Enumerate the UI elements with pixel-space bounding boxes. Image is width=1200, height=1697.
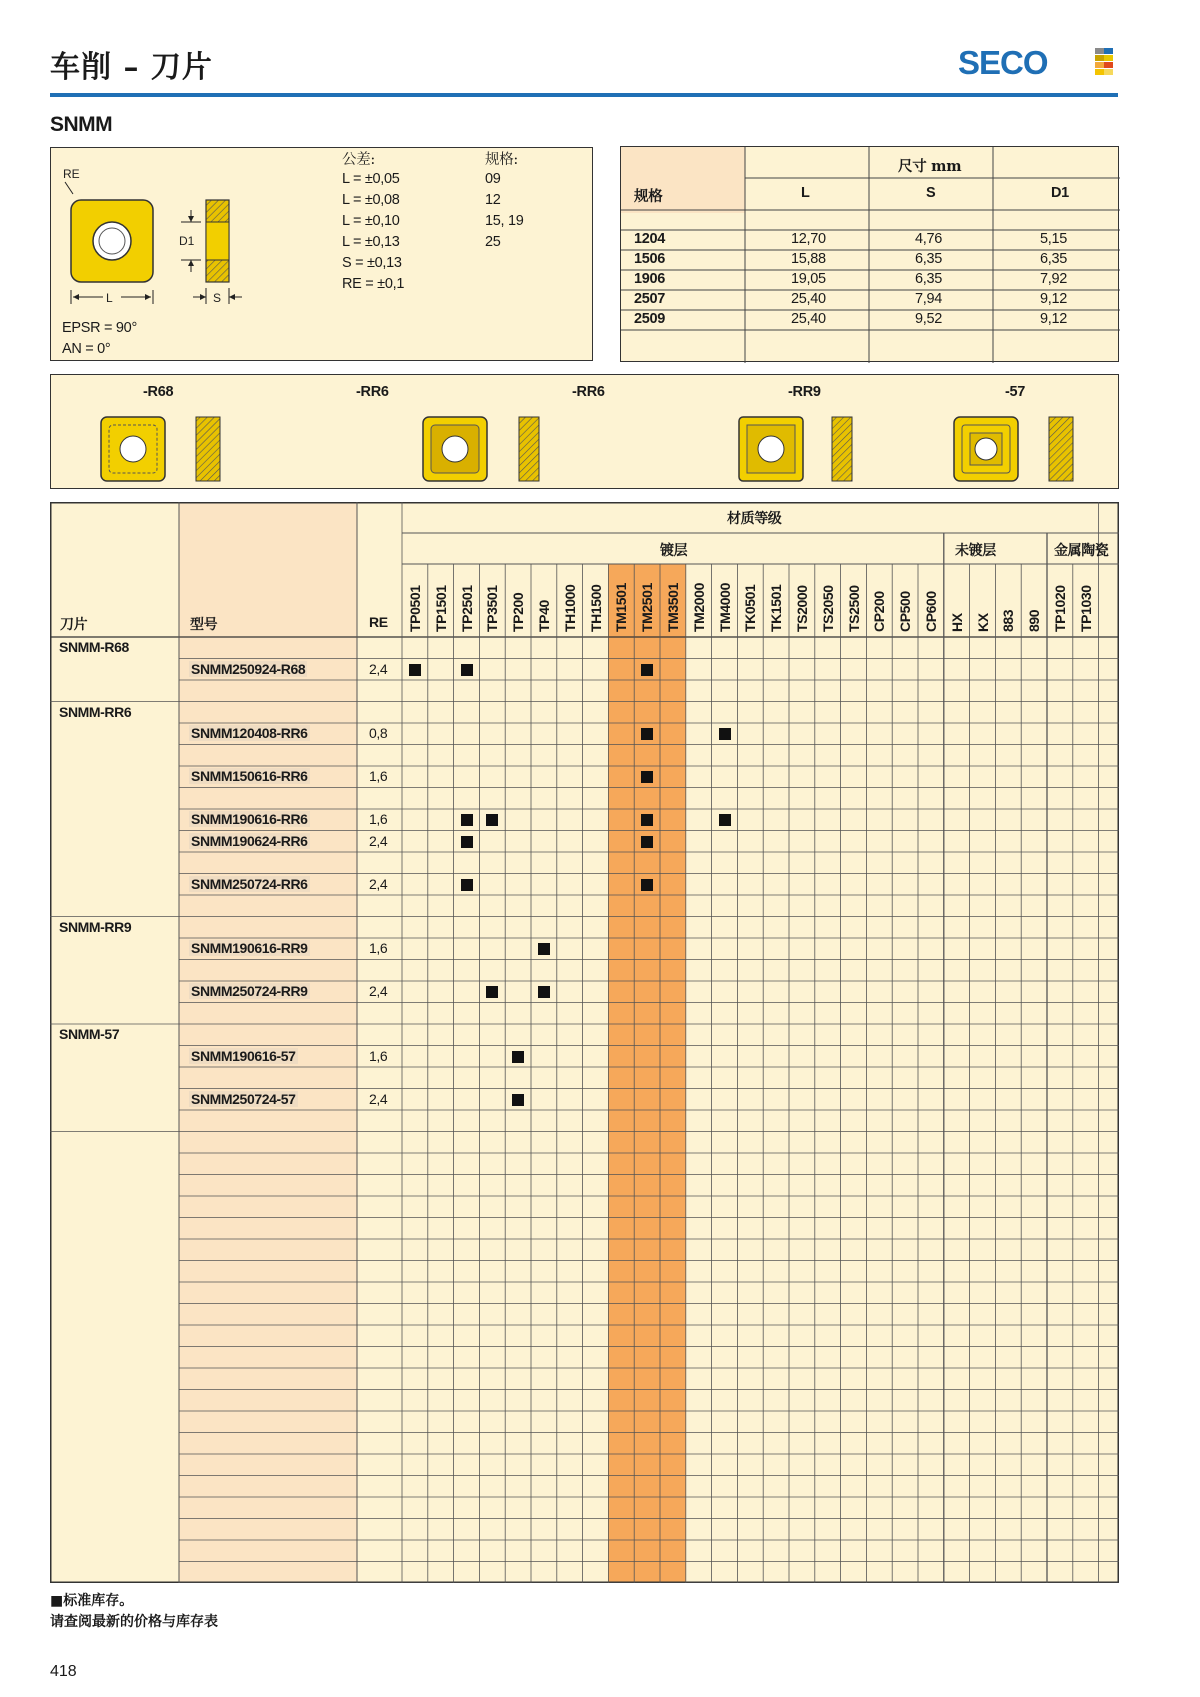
l-col-header: L (801, 185, 810, 201)
stock-mark (641, 879, 653, 891)
model-col-header: 型号 (190, 617, 218, 633)
size-s: 6,35 (915, 271, 943, 287)
grade-col-header: TM2000 (690, 583, 707, 632)
grade-col-header: TP3501 (484, 585, 501, 632)
page-title: 车削 – 刀片 (50, 50, 213, 85)
d1-label: D1 (179, 234, 195, 248)
grade-col-header: TK0501 (742, 584, 759, 632)
grade-col-header: TS2500 (845, 585, 862, 632)
seco-logo (958, 44, 1116, 80)
footnote-stock: ■标准库存。 (50, 1593, 134, 1609)
grade-col-header: HX (948, 613, 965, 632)
insert-group-name: SNMM-RR9 (59, 918, 132, 935)
footnote-price: 请查阅最新的价格与库存表 (50, 1614, 218, 1630)
tolerance-item: L = ±0,05 (342, 171, 400, 187)
grade-col-header: TP1030 (1077, 585, 1094, 632)
size-code: 2509 (634, 311, 666, 327)
size-l: 19,05 (791, 271, 826, 287)
an-angle: AN = 0° (62, 341, 111, 357)
grade-col-header: 883 (1000, 609, 1017, 632)
re-label: RE (63, 167, 80, 181)
size-s: 9,52 (915, 311, 943, 327)
grade-table (50, 502, 1119, 1583)
tolerance-header: 公差: (342, 152, 375, 168)
re-value: 2,4 (369, 875, 388, 892)
insert-group-name: SNMM-R68 (59, 639, 129, 655)
header-rule (50, 93, 1118, 97)
stock-mark (461, 879, 473, 891)
grade-col-header: TP200 (510, 592, 527, 632)
insert-rr9-image (739, 417, 852, 481)
size-code: 2507 (634, 291, 666, 307)
grade-col-header: KX (974, 613, 991, 632)
stock-mark (486, 986, 498, 998)
stock-mark (641, 771, 653, 783)
d1-col-header: D1 (1051, 185, 1069, 201)
re-value: 0,8 (369, 725, 388, 741)
size-s: 7,94 (915, 291, 943, 307)
tolerance-item: L = ±0,08 (342, 192, 400, 208)
size-code: 1204 (634, 231, 666, 247)
insert-col-header: 刀片 (60, 617, 88, 633)
grade-col-header: TP40 (536, 600, 552, 632)
cermet-header: 金属陶瓷 (1054, 543, 1109, 559)
coated-header: 镀层 (660, 543, 688, 559)
grade-col-header: TM1501 (613, 583, 630, 632)
re-value: 2,4 (369, 832, 388, 849)
size-range-item: 09 (485, 171, 501, 187)
model-code: SNMM250724-RR6 (191, 875, 308, 892)
brand-text: SECO (958, 44, 1048, 80)
stock-mark (486, 814, 498, 826)
tolerance-item: L = ±0,13 (342, 234, 400, 250)
re-value: 1,6 (369, 940, 388, 956)
model-code: SNMM190616-RR6 (191, 811, 308, 827)
re-value: 1,6 (369, 768, 388, 784)
re-value: 1,6 (369, 811, 388, 827)
re-value: 2,4 (369, 983, 388, 999)
grade-col-header: TS2050 (819, 585, 836, 632)
model-code: SNMM190616-RR9 (191, 940, 308, 956)
model-code: SNMM120408-RR6 (191, 725, 308, 741)
size-range-item: 25 (485, 234, 501, 250)
section-title: SNMM (50, 113, 113, 136)
insert-r68-image (101, 417, 220, 481)
stock-mark (719, 814, 731, 826)
stock-mark (641, 836, 653, 848)
stock-mark (512, 1051, 524, 1063)
size-col-header: 规格 (634, 188, 663, 205)
re-value: 2,4 (369, 660, 388, 677)
stock-mark (512, 1094, 524, 1106)
dimensions-header: 尺寸 mm (898, 158, 962, 175)
geometry-label-rr6-a: -RR6 (356, 384, 389, 400)
geometry-label-57: -57 (1005, 384, 1026, 400)
size-l: 25,40 (791, 311, 826, 327)
insert-rr6-image (423, 417, 539, 481)
grade-col-header: CP500 (897, 591, 914, 632)
grade-col-header: 890 (1026, 609, 1043, 632)
stock-mark (641, 814, 653, 826)
stock-mark (641, 728, 653, 740)
stock-mark (538, 986, 550, 998)
size-d1: 6,35 (1040, 251, 1068, 267)
tolerance-item: RE = ±0,1 (342, 276, 405, 292)
size-s: 4,76 (915, 231, 943, 247)
grade-col-header: TM3501 (665, 583, 681, 632)
size-l: 25,40 (791, 291, 826, 307)
grade-col-header: TM2501 (639, 583, 656, 632)
model-code: SNMM250724-RR9 (191, 983, 308, 999)
tolerance-item: S = ±0,13 (342, 255, 402, 271)
model-code: SNMM190624-RR6 (191, 832, 308, 849)
tolerance-item: L = ±0,10 (342, 213, 400, 229)
size-d1: 7,92 (1040, 271, 1068, 287)
size-table (620, 146, 1119, 362)
re-col-header: RE (369, 614, 388, 630)
s-col-header: S (926, 185, 936, 201)
insert-group-name: SNMM-RR6 (59, 703, 132, 720)
uncoated-header: 未镀层 (955, 543, 996, 559)
tolerance-panel (50, 147, 593, 361)
page-number: 418 (50, 1663, 77, 1680)
re-value: 2,4 (369, 1090, 388, 1107)
grade-col-header: CP600 (923, 591, 939, 632)
grade-col-header: TH1500 (587, 584, 604, 632)
l-label: L (106, 291, 113, 305)
size-d1: 9,12 (1040, 311, 1068, 327)
re-value: 1,6 (369, 1047, 388, 1064)
grade-col-header: TP1501 (432, 585, 449, 632)
grade-col-header: TP0501 (407, 585, 423, 632)
model-code: SNMM250924-R68 (191, 660, 306, 677)
geometry-label-r68: -R68 (143, 384, 174, 400)
size-l: 12,70 (791, 231, 826, 247)
stock-mark (461, 814, 473, 826)
geometry-label-rr6-b: -RR6 (572, 384, 605, 400)
epsr-angle: EPSR = 90° (62, 320, 137, 336)
grade-col-header: CP200 (871, 591, 888, 632)
material-grade-header: 材质等级 (727, 511, 782, 527)
size-d1: 9,12 (1040, 291, 1068, 307)
model-code: SNMM150616-RR6 (191, 768, 308, 784)
insert-57-image (954, 417, 1073, 481)
size-code: 1906 (634, 271, 666, 287)
size-header: 规格: (485, 152, 518, 168)
grade-col-header: TP1020 (1052, 585, 1068, 632)
model-code: SNMM190616-57 (191, 1047, 296, 1064)
size-range-item: 15, 19 (485, 213, 524, 229)
grade-col-header: TP2501 (458, 585, 475, 632)
stock-mark (641, 664, 653, 676)
size-code: 1506 (634, 251, 666, 267)
size-s: 6,35 (915, 251, 943, 267)
stock-mark (538, 943, 550, 955)
grade-col-header: TH1000 (561, 584, 578, 632)
size-range-item: 12 (485, 192, 501, 208)
grade-col-header: TK1501 (768, 584, 785, 632)
geometry-panel (50, 374, 1119, 489)
stock-mark (409, 664, 421, 676)
size-l: 15,88 (791, 251, 826, 267)
geometry-drawings (51, 375, 1118, 488)
s-label: S (213, 291, 222, 305)
model-code: SNMM250724-57 (191, 1090, 296, 1107)
grade-col-header: TM4000 (716, 583, 733, 632)
insert-group-name: SNMM-57 (59, 1026, 120, 1042)
stock-mark (461, 664, 473, 676)
size-d1: 5,15 (1040, 231, 1068, 247)
geometry-label-rr9: -RR9 (788, 384, 821, 400)
grade-col-header: TS2000 (794, 585, 810, 632)
stock-mark (461, 836, 473, 848)
stock-mark (719, 728, 731, 740)
